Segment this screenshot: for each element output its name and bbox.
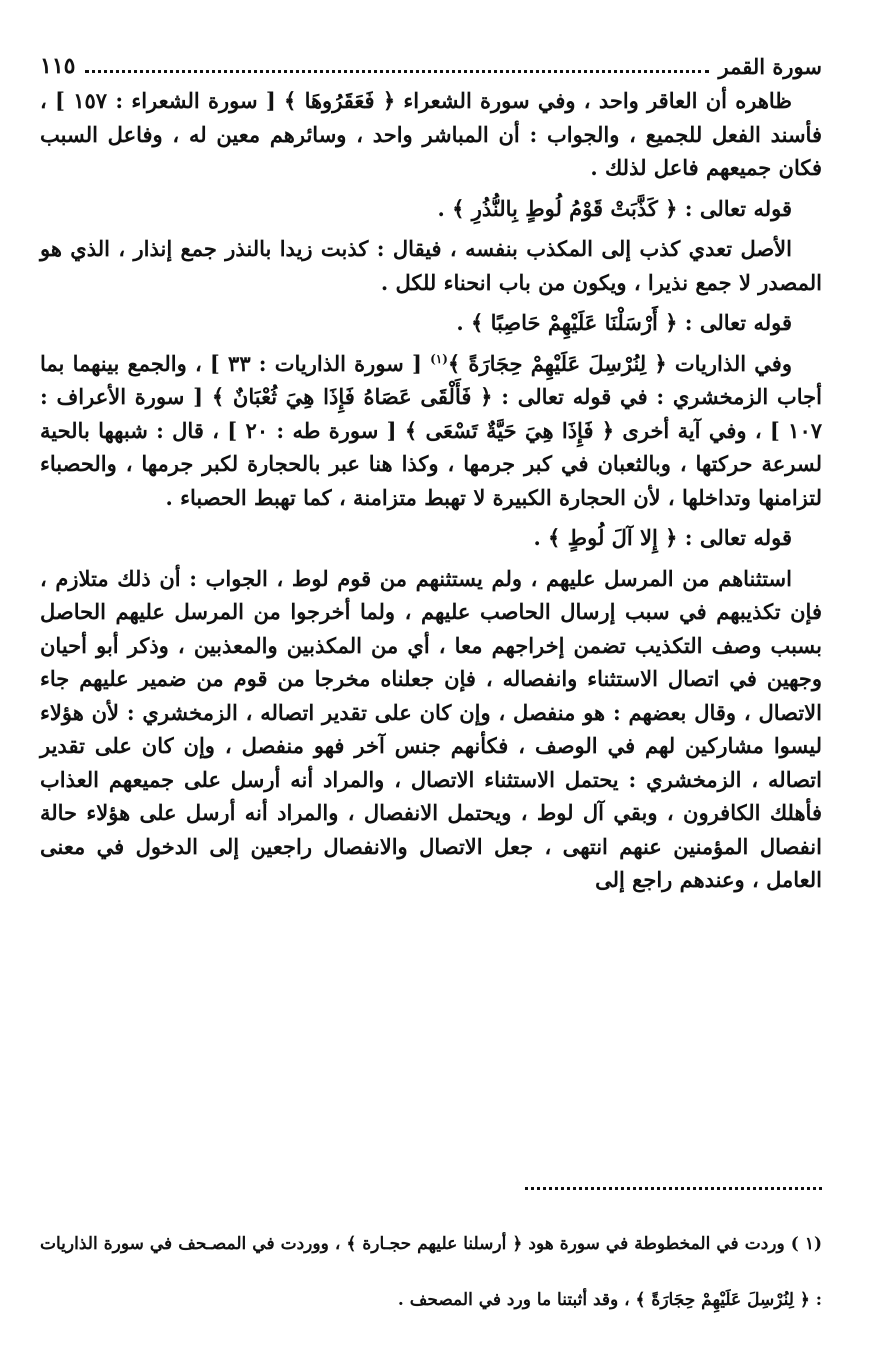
verse-heading: قوله تعالى : ﴿ أَرْسَلْنَا عَلَيْهِمْ حَاصِبًا ﴾ . [456, 310, 792, 335]
header-dotted-leader [85, 70, 708, 73]
paragraph-text-after-ref: [ سورة الذاريات : ٣٣ ] ، والجمع بينهما بما أجاب الزمخشري : في قوله تعالى : ﴿ فَأَلْقَى عَصَاهُ فَإِذَا هِيَ ثُعْبَانٌ ﴾ [ سورة الأعراف : ١٠٧ ] ، وفي آية أخرى ﴿ فَإِذَا هِيَ حَيَّةٌ تَسْعَى ﴾ [ سورة طه : ٢٠ ] ، قال : شبهها بالحية لسرعة حركتها ، وبالثعبان في كبر جرمها ، وكذا هنا عبر بالحجارة لكبر جرمها ، والحصباء لتزامنها وتداخلها ، لأن الحجارة الكبيرة لا تهبط متزامنة ، كما تهبط الحصباء . [40, 350, 823, 510]
paragraph [40, 347, 822, 515]
verse-heading: قوله تعالى : ﴿ كَذَّبَتْ قَوْمُ لُوطٍ بِالنُّذُرِ ﴾ . [437, 195, 792, 221]
footnotes [40, 1216, 822, 1328]
footnote-reference[interactable]: (١) [430, 351, 448, 366]
page-number: ١١٥ [40, 53, 76, 79]
verse-heading: قوله تعالى : ﴿ إِلا آلَ لُوطٍ ﴾ . [533, 525, 792, 550]
paragraph-text-before-ref: وفي الذاريات ﴿ لِنُرْسِلَ عَلَيْهِمْ حِجَارَةً ﴾ [447, 350, 792, 376]
page-content [40, 48, 822, 897]
paragraph: ظاهره أن العاقر واحد ، وفي سورة الشعراء ﴿ فَعَقَرُوهَا ﴾ [ سورة الشعراء : ١٥٧ ] ، فأسند الفعل للجميع ، والجواب : أن المباشر واحد ، وسائرهم معين له ، وفاعل السبب فكان جميعهم فاعل لذلك . [40, 88, 822, 180]
body-text [40, 84, 822, 897]
footnote-separator [525, 1187, 822, 1190]
surah-title: سورة القمر [718, 53, 822, 79]
paragraph: الأصل تعدي كذب إلى المكذب بنفسه ، فيقال : كذبت زيدا بالنذر جمع إنذار ، الذي هو المصدر لا جمع نذيرا ، ويكون من باب انحناء للكل . [40, 236, 822, 295]
footnote: (١ ) وردت في المخطوطة في سورة هود ﴿ أرسلنا عليهم حجـارة ﴾ ، ووردت في المصـحف في سورة الذاريات : ﴿ لِنُرْسِلَ عَلَيْهِمْ حِجَارَةً ﴾ ، وقد أثبتنا ما ورد في المصحف . [40, 1234, 822, 1310]
paragraph: استثناهم من المرسل عليهم ، ولم يستثنهم من قوم لوط ، الجواب : أن ذلك متلازم ، فإن تكذيبهم في سبب إرسال الحاصب عليهم ، ولما أخرجوا من المرسل عليهم الحاصل بسبب وصف التكذيب تضمن إخراجهم معا ، أي من المكذبين والمعذبين ، وذكر أبو أحيان وجهين في اتصال الاستثناء وانفصاله ، فإن جعلناه مخرجا من قوم من ضمير عليهم جاء الاتصال ، وقال بعضهم : هو منفصل ، وإن كان على تقدير اتصاله ، الزمخشري : لأن هؤلاء ليسوا مشاركين لهم في الوصف ، فكأنهم جنس آخر فهو منفصل ، وإن كان على تقدير اتصاله ، الزمخشري : يحتمل الاستثناء الاتصال ، والمراد أنه أرسل على جميعهم العذاب فأهلك الكافرون ، وبقي آل لوط ، ويحتمل الانفصال ، والمراد أنه أرسل على هؤلاء حالة انفصال المؤمنين عنهم انتهى ، جعل الاتصال والانفصال راجعين إلى الدخول في معنى العامل ، وعندهم راجع إلى [40, 565, 822, 892]
running-header [40, 48, 822, 84]
